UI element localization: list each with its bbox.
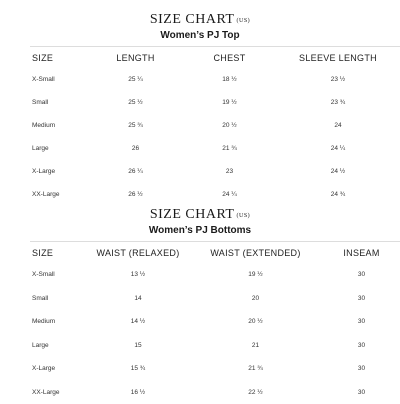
table-row <box>0 137 400 160</box>
length-cell: 26 <box>88 137 183 160</box>
bottom-chart-region: (US) <box>237 213 251 219</box>
size-cell: Medium <box>0 114 88 137</box>
size-cell: Small <box>0 287 88 311</box>
inseam-cell: 30 <box>323 381 400 404</box>
sleeve-length-cell: 24 ¾ <box>276 183 400 206</box>
sleeve-length-cell: 23 ¾ <box>276 91 400 114</box>
waist-extended-cell: 19 ½ <box>188 263 323 287</box>
bottom-chart-title <box>0 207 400 223</box>
top-chart-heading <box>0 12 400 41</box>
bottom-header-size: SIZE <box>0 243 88 263</box>
top-size-table <box>0 48 400 206</box>
bottom-table-header-row <box>0 243 400 263</box>
table-row <box>0 68 400 91</box>
top-chart-divider <box>30 46 400 47</box>
chest-cell: 20 ½ <box>183 114 276 137</box>
bottom-size-table <box>0 243 400 404</box>
waist-extended-cell: 21 <box>188 334 323 358</box>
inseam-cell: 30 <box>323 334 400 358</box>
waist-extended-cell: 20 ½ <box>188 310 323 334</box>
size-cell: Medium <box>0 310 88 334</box>
table-row <box>0 381 400 404</box>
chest-cell: 19 ½ <box>183 91 276 114</box>
table-row <box>0 160 400 183</box>
chest-cell: 18 ½ <box>183 68 276 91</box>
bottom-header-inseam: INSEAM <box>323 243 400 263</box>
top-header-size: SIZE <box>0 48 88 68</box>
size-cell: XX-Large <box>0 183 88 206</box>
chest-cell: 24 ¼ <box>183 183 276 206</box>
top-size-chart <box>0 0 400 195</box>
size-cell: Large <box>0 334 88 358</box>
size-cell: Small <box>0 91 88 114</box>
size-cell: X-Large <box>0 160 88 183</box>
table-row <box>0 114 400 137</box>
bottom-chart-title-text: SIZE CHART <box>150 207 235 222</box>
size-cell: X-Large <box>0 357 88 381</box>
top-chart-region: (US) <box>237 18 251 24</box>
bottom-header-waist-relaxed: WAIST (RELAXED) <box>88 243 188 263</box>
table-row <box>0 310 400 334</box>
waist-extended-cell: 20 <box>188 287 323 311</box>
inseam-cell: 30 <box>323 357 400 381</box>
inseam-cell: 30 <box>323 263 400 287</box>
waist-extended-cell: 21 ¾ <box>188 357 323 381</box>
table-row <box>0 287 400 311</box>
table-row <box>0 263 400 287</box>
length-cell: 25 ¼ <box>88 68 183 91</box>
length-cell: 26 ½ <box>88 183 183 206</box>
length-cell: 25 ¾ <box>88 114 183 137</box>
size-cell: X-Small <box>0 68 88 91</box>
sleeve-length-cell: 24 ½ <box>276 160 400 183</box>
length-cell: 26 ¼ <box>88 160 183 183</box>
top-chart-title-text: SIZE CHART <box>150 12 235 27</box>
waist-relaxed-cell: 15 ¾ <box>88 357 188 381</box>
top-table-header-row <box>0 48 400 68</box>
size-cell: Large <box>0 137 88 160</box>
waist-relaxed-cell: 13 ½ <box>88 263 188 287</box>
top-header-chest: CHEST <box>183 48 276 68</box>
size-cell: XX-Large <box>0 381 88 404</box>
top-chart-title <box>0 12 400 28</box>
sleeve-length-cell: 24 <box>276 114 400 137</box>
table-row <box>0 334 400 358</box>
bottom-size-chart <box>0 195 400 400</box>
waist-relaxed-cell: 16 ½ <box>88 381 188 404</box>
length-cell: 25 ½ <box>88 91 183 114</box>
bottom-header-waist-extended: WAIST (EXTENDED) <box>188 243 323 263</box>
size-cell: X-Small <box>0 263 88 287</box>
bottom-chart-heading <box>0 207 400 236</box>
top-chart-subtitle: Women’s PJ Top <box>0 30 400 41</box>
sleeve-length-cell: 24 ¼ <box>276 137 400 160</box>
waist-relaxed-cell: 14 ½ <box>88 310 188 334</box>
table-row <box>0 357 400 381</box>
bottom-chart-subtitle: Women’s PJ Bottoms <box>0 225 400 236</box>
waist-relaxed-cell: 14 <box>88 287 188 311</box>
chest-cell: 23 <box>183 160 276 183</box>
waist-relaxed-cell: 15 <box>88 334 188 358</box>
top-header-length: LENGTH <box>88 48 183 68</box>
top-header-sleeve-length: SLEEVE LENGTH <box>276 48 400 68</box>
sleeve-length-cell: 23 ½ <box>276 68 400 91</box>
bottom-chart-divider <box>30 241 400 242</box>
table-row <box>0 91 400 114</box>
chest-cell: 21 ¾ <box>183 137 276 160</box>
inseam-cell: 30 <box>323 310 400 334</box>
waist-extended-cell: 22 ½ <box>188 381 323 404</box>
inseam-cell: 30 <box>323 287 400 311</box>
